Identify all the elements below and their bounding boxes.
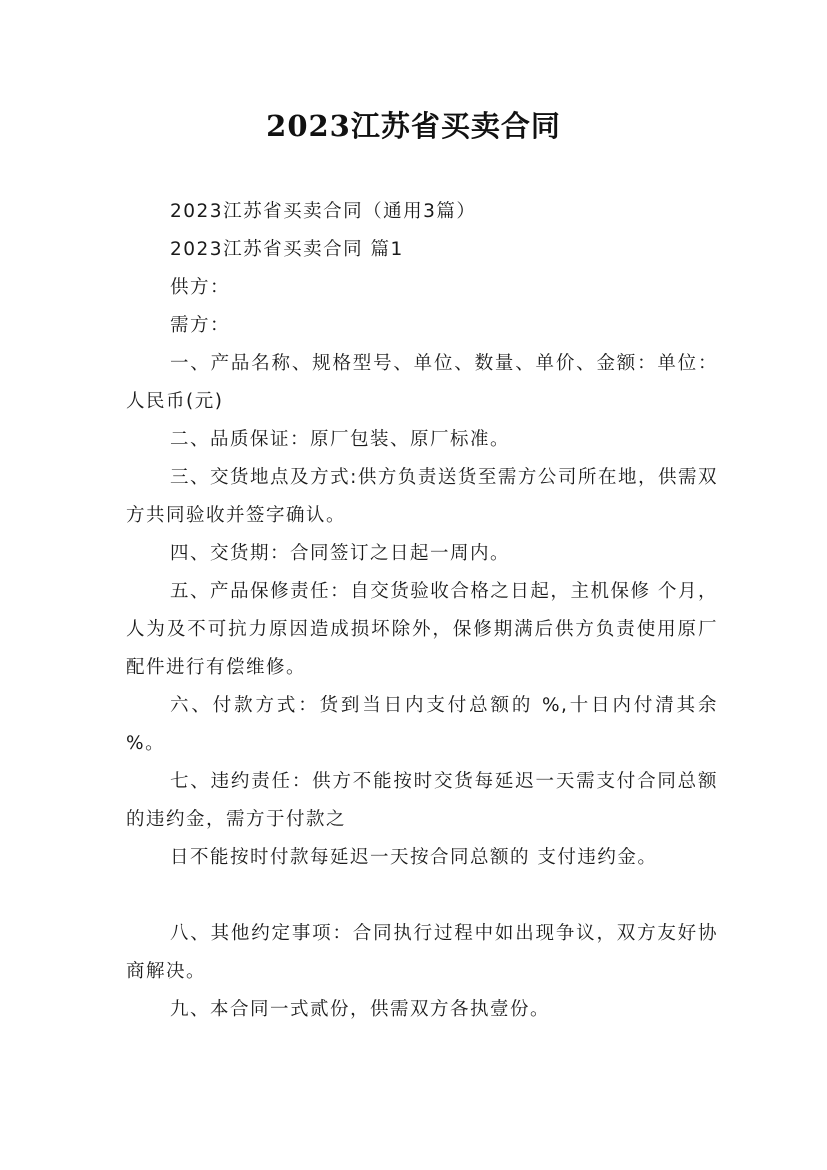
paragraph-clause-1: 一、产品名称、规格型号、单位、数量、单价、金额：单位：人民币(元) xyxy=(126,353,718,412)
paragraph-section-heading: 2023江苏省买卖合同 篇1 xyxy=(170,239,404,260)
paragraph-clause-6: 六、付款方式：货到当日内支付总额的 %,十日内付清其余 %。 xyxy=(126,695,718,754)
paragraph-clause-5: 五、产品保修责任：自交货验收合格之日起，主机保修 个月，人为及不可抗力原因造成损坏除外，保修期满后供方负责使用原厂配件进行有偿维修。 xyxy=(126,581,718,678)
paragraph-buyer: 需方： xyxy=(170,315,231,336)
paragraph-subtitle: 2023江苏省买卖合同（通用3篇） xyxy=(170,201,477,222)
paragraph-clause-8: 八、其他约定事项：合同执行过程中如出现争议，双方友好协商解决。 xyxy=(126,923,718,982)
blank-line xyxy=(126,877,718,915)
paragraph-clause-9: 九、本合同一式贰份，供需双方各执壹份。 xyxy=(170,999,551,1020)
paragraph-clause-7: 七、违约责任：供方不能按时交货每延迟一天需支付合同总额 的违约金，需方于付款之 xyxy=(126,771,718,830)
paragraph-clause-3: 三、交货地点及方式:供方负责送货至需方公司所在地，供需双方共同验收并签字确认。 xyxy=(126,467,718,526)
document-title: 2023江苏省买卖合同 xyxy=(266,109,561,143)
paragraph-clause-4: 四、交货期：合同签订之日起一周内。 xyxy=(170,543,511,564)
document-body xyxy=(126,193,718,1029)
paragraph-supplier: 供方： xyxy=(170,277,231,298)
paragraph-clause-2: 二、品质保证：原厂包装、原厂标准。 xyxy=(170,429,511,450)
paragraph-clause-7-continued: 日不能按时付款每延迟一天按合同总额的 支付违约金。 xyxy=(170,847,658,868)
